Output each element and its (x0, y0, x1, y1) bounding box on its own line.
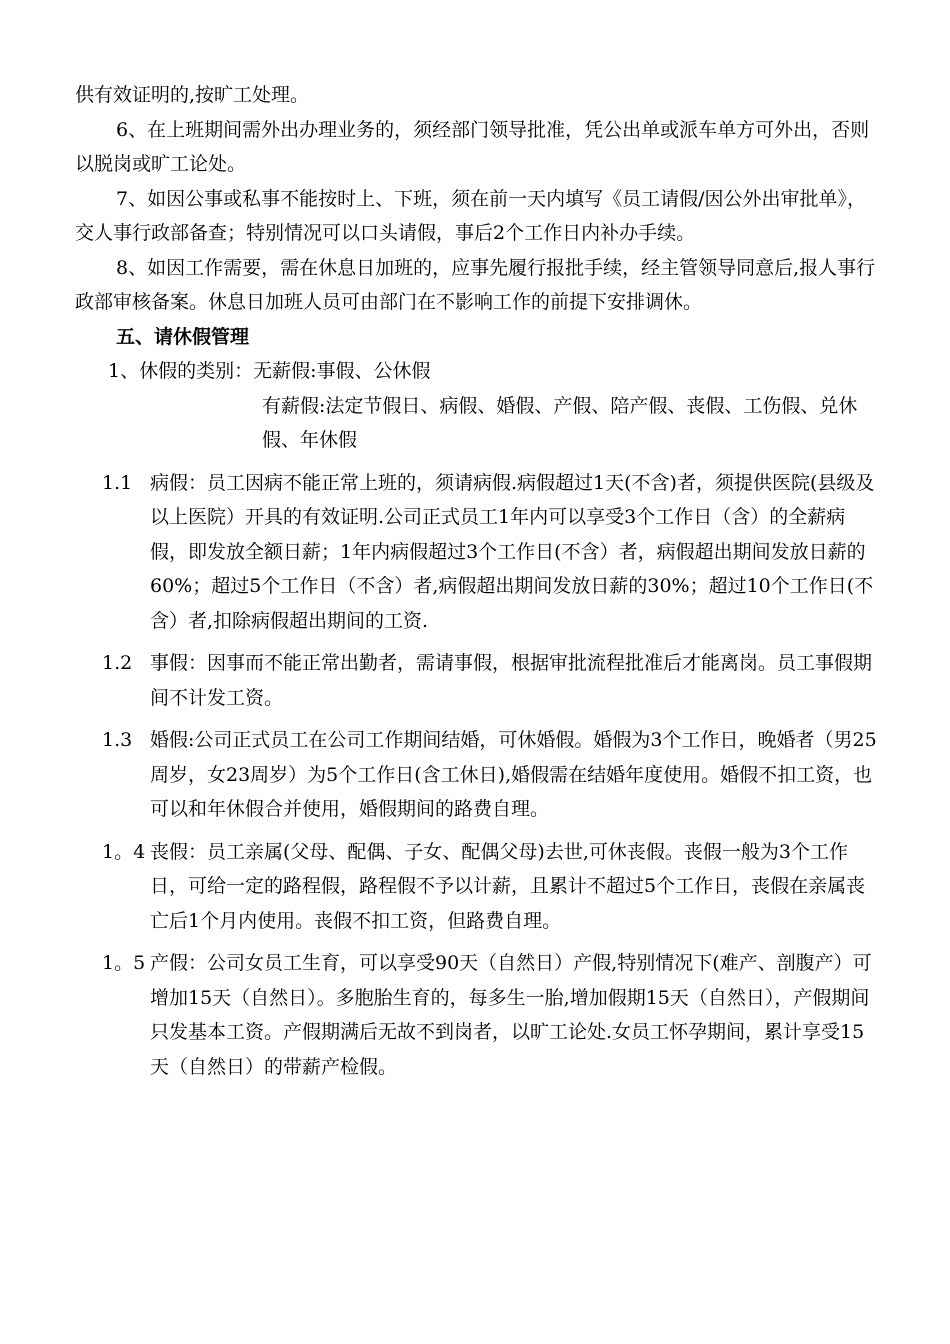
item-number: 1.3 (102, 729, 133, 751)
item-text: 事假：因事而不能正常出勤者，需请事假，根据审批流程批准后才能离岗。员工事假期间不计发工资。 (150, 652, 873, 709)
paragraph-6: 6、在上班期间需外出办理业务的，须经部门领导批准，凭公出单或派车单方可外出，否则以脱岗或旷工论处。 (75, 118, 870, 175)
paragraph-7: 7、如因公事或私事不能按时上、下班，须在前一天内填写《员工请假/因公外出审批单》，交人事行政部备查；特别情况可以口头请假，事后2个工作日内补办手续。 (75, 187, 866, 244)
paragraph-8: 8、如因工作需要，需在休息日加班的，应事先履行报批手续，经主管领导同意后,报人事行政部审核备案。休息日加班人员可由部门在不影响工作的前提下安排调休。 (75, 256, 876, 313)
document-body (75, 78, 880, 1084)
item-text: 病假：员工因病不能正常上班的，须请病假.病假超过1天(不含)者，须提供医院(县级及以上医院）开具的有效证明.公司正式员工1年内可以享受3个工作日（含）的全薪病假，即发放全额日薪；1年内病假超过3个工作日(不含）者，病假超出期间发放日薪的60%；超过5个工作日（不含）者,病假超出期间发放日薪的30%；超过10个工作日(不含）者,扣除病假超出期间的工资. (150, 471, 875, 632)
list-item-sick-leave (102, 466, 880, 639)
list-item-maternity-leave (102, 946, 880, 1084)
item-text: 丧假：员工亲属(父母、配偶、子女、配偶父母)去世,可休丧假。丧假一般为3个工作日，可给一定的路程假，路程假不予以计薪，且累计不超过5个工作日，丧假在亲属丧亡后1个月内使用。丧假不扣工资，但路费自理。 (150, 840, 866, 932)
list-item-bereavement-leave (102, 835, 880, 939)
paragraph-continuation: 供有效证明的,按旷工处理。 (75, 84, 310, 106)
item-number: 1.2 (102, 652, 133, 674)
leave-categories-paid: 有薪假:法定节假日、病假、婚假、产假、陪产假、丧假、工伤假、兑休假、年休假 (262, 394, 858, 451)
list-item-personal-leave (102, 646, 880, 715)
item-number: 1。4 (102, 840, 146, 863)
item-text: 产假：公司女员工生育，可以享受90天（自然日）产假,特别情况下(难产、剖腹产）可增加15天（自然日）。多胞胎生育的，每多生一胎,增加假期15天（自然日），产假期间只发基本工资。产假期满后无故不到岗者，以旷工论处.女员工怀孕期间，累计享受15天（自然日）的带薪产检假。 (150, 952, 872, 1078)
item-number: 1。5 (102, 952, 146, 974)
item-text: 婚假:公司正式员工在公司工作期间结婚，可休婚假。婚假为3个工作日，晚婚者（男25周岁，女23周岁）为5个工作日(含工休日),婚假需在结婚年度使用。婚假不扣工资，也可以和年休假合并使用，婚假期间的路费自理。 (150, 729, 877, 820)
list-item-marriage-leave (102, 723, 880, 827)
item-number: 1.1 (102, 471, 133, 494)
leave-categories-unpaid: 1、休假的类别：无薪假:事假、公休假 (108, 360, 431, 382)
section-heading: 五、请休假管理 (116, 325, 250, 348)
